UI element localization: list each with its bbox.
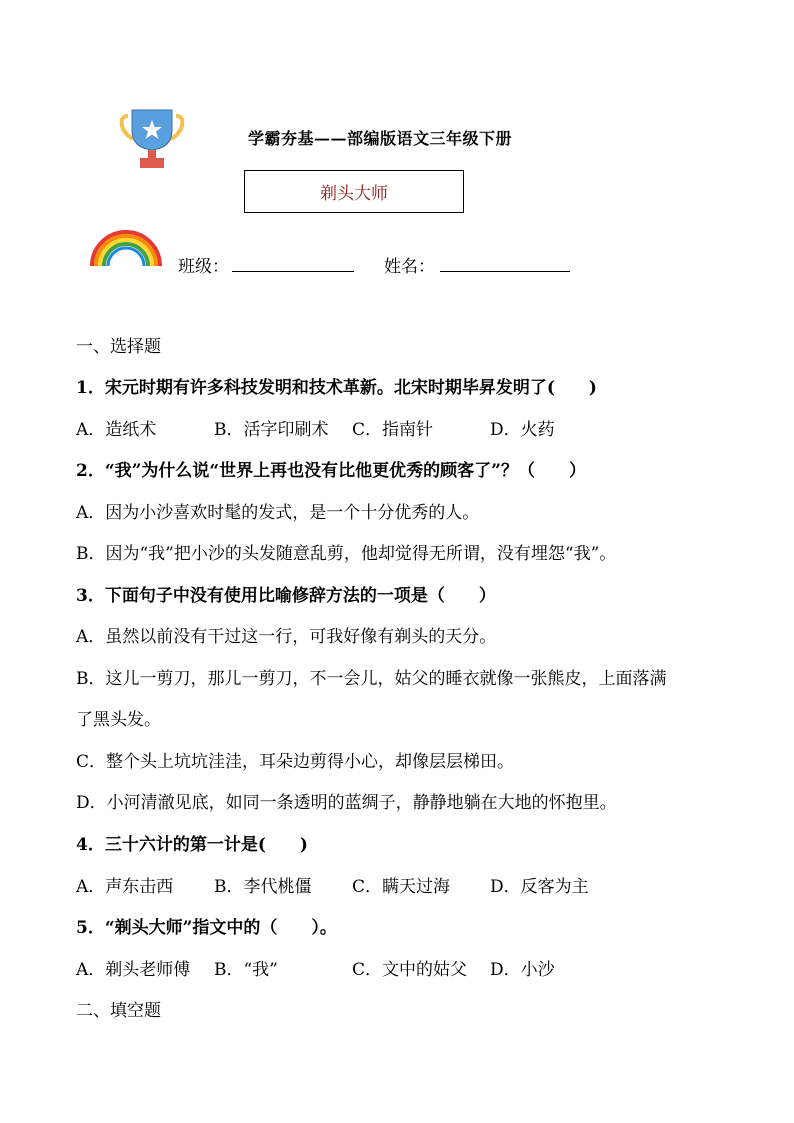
question-2-option-a[interactable]: A．因为小沙喜欢时髦的发式，是一个十分优秀的人。 bbox=[76, 503, 480, 523]
question-3-option-b[interactable]: B．这儿一剪刀，那儿一剪刀，不一会儿，姑父的睡衣就像一张熊皮，上面落满 bbox=[76, 669, 667, 689]
section-heading-fill: 二、填空题 bbox=[76, 1001, 161, 1021]
question-3-option-c[interactable]: C．整个头上坑坑洼洼，耳朵边剪得小心，却像层层梯田。 bbox=[76, 752, 515, 772]
question-3-option-a[interactable]: A．虽然以前没有干过这一行，可我好像有剃头的天分。 bbox=[76, 627, 497, 647]
question-5-option-a[interactable]: A．剃头老师傅 bbox=[76, 960, 191, 980]
question-1-option-d[interactable]: D．火药 bbox=[490, 420, 555, 440]
question-2-option-b[interactable]: B．因为“我”把小沙的头发随意乱剪，他却觉得无所谓，没有埋怨“我”。 bbox=[76, 544, 617, 564]
section-heading-choice: 一、选择题 bbox=[76, 337, 161, 357]
class-field[interactable] bbox=[232, 271, 354, 272]
question-2-stem: 2．“我”为什么说“世界上再也没有比他更优秀的顾客了”？（ ） bbox=[76, 461, 586, 481]
question-4-option-a[interactable]: A．声东击西 bbox=[76, 877, 174, 897]
question-3-option-b-cont: 了黑头发。 bbox=[76, 710, 161, 730]
question-1-option-a[interactable]: A．造纸术 bbox=[76, 420, 157, 440]
question-4-option-c[interactable]: C．瞒天过海 bbox=[352, 877, 451, 897]
question-4-option-b[interactable]: B．李代桃僵 bbox=[214, 877, 312, 897]
name-label: 姓名： bbox=[384, 257, 435, 277]
lesson-title: 剃头大师 bbox=[320, 184, 388, 204]
question-1-option-c[interactable]: C．指南针 bbox=[352, 420, 434, 440]
question-3-stem: 3．下面句子中没有使用比喻修辞方法的一项是（ ） bbox=[76, 586, 496, 606]
question-5-stem: 5．“剃头大师”指文中的（ ）。 bbox=[76, 918, 337, 938]
question-5-option-d[interactable]: D．小沙 bbox=[490, 960, 555, 980]
question-4-stem: 4．三十六计的第一计是( ) bbox=[76, 835, 308, 855]
question-1-option-b[interactable]: B．活字印刷术 bbox=[214, 420, 329, 440]
trophy-icon bbox=[118, 108, 186, 170]
page-title: 学霸夯基——部编版语文三年级下册 bbox=[248, 129, 513, 148]
rainbow-icon bbox=[88, 226, 164, 268]
question-5-option-b[interactable]: B．“我” bbox=[214, 960, 278, 980]
question-1-stem: 1．宋元时期有许多科技发明和技术革新。北宋时期毕昇发明了( ) bbox=[76, 378, 597, 398]
question-5-option-c[interactable]: C．文中的姑父 bbox=[352, 960, 468, 980]
lesson-title-box bbox=[244, 170, 464, 213]
name-field[interactable] bbox=[440, 271, 570, 272]
class-label: 班级： bbox=[178, 257, 229, 277]
question-3-option-d[interactable]: D．小河清澈见底，如同一条透明的蓝绸子，静静地躺在大地的怀抱里。 bbox=[76, 793, 617, 813]
question-4-option-d[interactable]: D．反客为主 bbox=[490, 877, 589, 897]
